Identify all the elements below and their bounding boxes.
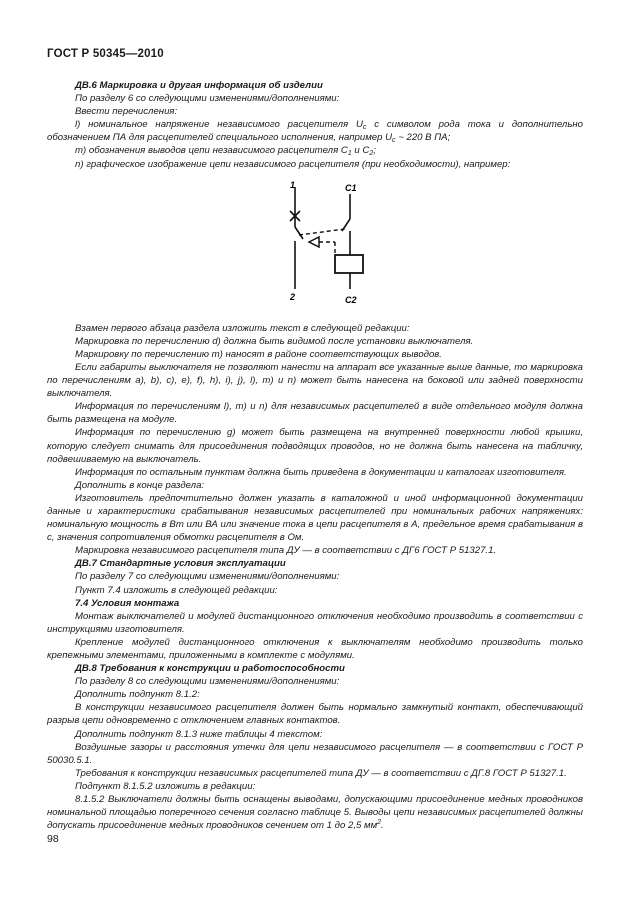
paragraph: Информация по перечислению g) может быть размещена на внутренней поверхности любой крышки, которую следует снимать для присоединения подводящих проводов, но не должна быть нанесена на табличку, подвешиваемую на выключатель. [47,427,583,465]
section-heading: ДВ.7 Стандартные условия эксплуатации [75,558,286,570]
paragraph: Дополнить подпункт 8.1.3 ниже таблицы 4 текстом: [75,728,323,740]
paragraph: Подпункт 8.1.5.2 изложить в редакции: [75,780,256,792]
main-blade [295,227,303,239]
section-heading: ДВ.6 Маркировка и другая информация об изделии [75,80,323,91]
paragraph: Маркировка по перечислению d) должна быть видимой после установки выключателя. [75,335,474,347]
paragraph: Изготовитель предпочтительно должен указать в каталожной и иной информационной документации данные и характеристики срабатывания независимых расцепителей при номинальных рабочих напряжениях: номинальную мощность в Вт или ВА или значение тока в цепи расцепителя в А, предельное время срабатывания в с, значения сопротивления обмотки расцепителя в Ом. [47,492,583,544]
paragraph: В конструкции независимого расцепителя должен быть нормально замкнутый контакт, обеспечивающий разрыв цепи одновременно с отключением главных контактов. [47,702,583,727]
paragraph: l) номинальное напряжение независимого расцепителя $U_c$ с символом рода тока и дополнительно обозначением ПА для расцепителей специального исполнения, например $U_c$ ~ 220 В ПА; [47,119,583,145]
paragraph: Монтаж выключателей и модулей дистанционного отключения необходимо производить в соответствии с инструкциями изготовителя. [47,610,583,635]
section-heading: 7.4 Условия монтажа [75,597,180,609]
paragraph: Если габариты выключателя не позволяют нанести на аппарат все указанные выше данные, то маркировка по перечислениям a), b), c), e), f), h), i), j), l), m) и n) может быть нанесена на боковой или задней поверхности выключателя. [47,361,583,400]
paragraph: По разделу 7 со следующими изменениями/дополнениями: [75,571,340,583]
terminal-label-1: 1 [290,179,296,190]
terminal-label-2: 2 [290,291,296,302]
paragraph: Взамен первого абзаца раздела изложить текст в следующей редакции: [75,322,410,334]
paragraph: По разделу 6 со следующими изменениями/дополнениями: [75,93,340,105]
section-dv6-intro [47,79,583,171]
delay-triangle [309,237,319,247]
trip-circuit-diagram [47,179,583,314]
paragraph: Требования к конструкции независимых расцепителей типа ДУ — в соответствии с ДГ.8 ГОСТ Р 51327.1. [75,767,567,779]
coil-rect [335,255,363,273]
terminal-label-c1: C1 [345,182,357,193]
paragraph: Пункт 7.4 изложить в следующей редакции: [75,584,278,596]
paragraph: n) графическое изображение цепи независимого расцепителя (при необходимости), например: [75,158,511,170]
paragraph: Дополнить подпункт 8.1.2: [75,689,200,701]
document-header: ГОСТ Р 50345—2010 [47,48,164,60]
circuit-schematic [279,179,369,311]
paragraph: Информация по остальным пунктам должна быть приведена в документации и каталогах изготовителя. [75,466,567,478]
linkage-dashed [299,229,345,235]
paragraph: По разделу 8 со следующими изменениями/дополнениями: [75,676,340,688]
paragraph: Крепление модулей дистанционного отключения к выключателям необходимо производить только крепежными элементами, приложенными в комплекте с модулями. [47,636,583,661]
paragraph: Информация по перечислениям l), m) и n) для независимых расцепителей в виде отдельного модуля должна быть размещена на модуле. [47,401,583,426]
paragraph: Воздушные зазоры и расстояния утечки для цепи независимого расцепителя — в соответствии с ГОСТ Р 50030.5.1. [47,741,583,766]
document-body [47,79,583,832]
paragraph: m) обозначения выводов цепи независимого расцепителя $C_1$ и $C_2$; [75,145,376,158]
section-body [47,322,583,833]
paragraph: Маркировку по перечислению m) наносят в районе соответствующих выводов. [75,348,442,360]
terminal-label-c2: C2 [345,294,357,305]
paragraph: Ввести перечисления: [75,106,178,118]
paragraph: Маркировка независимого расцепителя типа ДУ — в соответствии с ДГ6 ГОСТ Р 51327.1. [75,545,497,557]
page-number: 98 [47,833,59,845]
section-heading: ДВ.8 Требования к конструкции и работоспособности [75,663,345,675]
paragraph: 8.1.5.2 Выключатели должны быть оснащены выводами, допускающими присоединение медных проводников номинальной площадью поперечного сечения согласно таблице 5. Выводы цепи независимых расцепителей должны допускать присоединение медных проводников сечением от 1 до 2,5 $мм^2$. [47,794,583,832]
paragraph: Дополнить в конце раздела: [75,479,205,491]
